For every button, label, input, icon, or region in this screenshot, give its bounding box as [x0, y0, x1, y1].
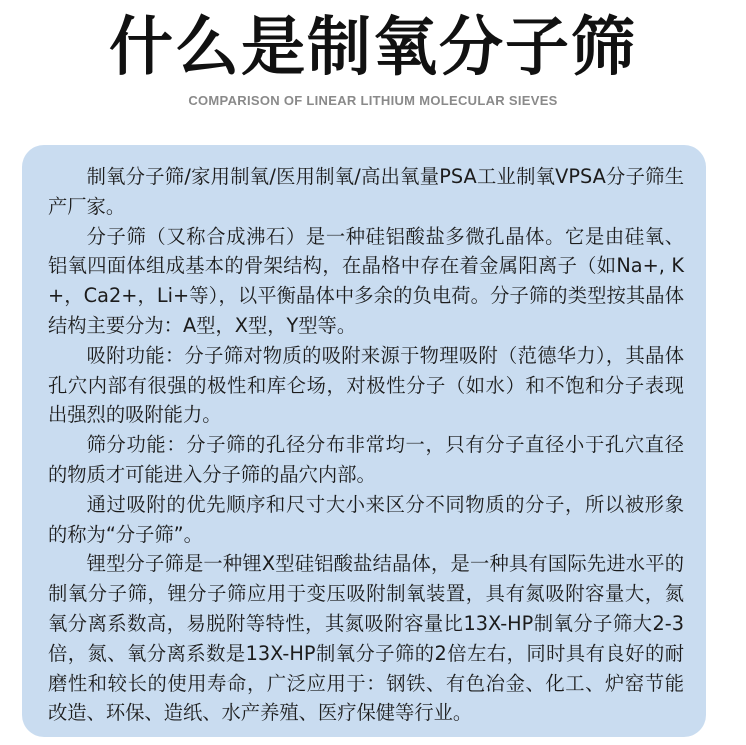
paragraph-lithium-sieve: 锂型分子筛是一种锂X型硅铝酸盐结晶体，是一种具有国际先进水平的制氧分子筛，锂分子筛应用于变压吸附制氧装置，具有氮吸附容量大，氮氧分离系数高，易脱附等特性，其氮吸附容量比13X-HP制氧分子筛大2-3倍，氮、氧分离系数是13X-HP制氧分子筛的2倍左右，同时具有良好的耐磨性和较长的使用寿命，广泛应用于：钢铁、有色冶金、化工、炉窑节能改造、环保、造纸、水产养殖、医疗保健等行业。: [48, 552, 684, 725]
paragraph-manufacturer: 制氧分子筛/家用制氧/医用制氧/高出氧量PSA工业制氧VPSA分子筛生产厂家。: [48, 165, 684, 218]
paragraph-adsorption: 吸附功能：分子筛对物质的吸附来源于物理吸附（范德华力），其晶体孔穴内部有很强的极性和库仑场，对极性分子（如水）和不饱和分子表现出强烈的吸附能力。: [48, 343, 684, 427]
content-card: [22, 145, 706, 737]
paragraph-naming: 通过吸附的优先顺序和尺寸大小来区分不同物质的分子，所以被形象的称为“分子筛”。: [48, 492, 684, 546]
paragraph-definition: 分子筛（又称合成沸石）是一种硅铝酸盐多微孔晶体。它是由硅氧、铝氧四面体组成基本的骨架结构，在晶格中存在着金属阳离子（如Na+, K+，Ca2+，Li+等），以平衡晶体中多余的负电荷。分子筛的类型按其晶体结构主要分为：A型，X型，Y型等。: [48, 224, 684, 337]
page-subtitle: COMPARISON OF LINEAR LITHIUM MOLECULAR SIEVES: [188, 93, 558, 108]
paragraph-sieving: 筛分功能：分子筛的孔径分布非常均一，只有分子直径小于孔穴直径的物质才可能进入分子筛的晶穴内部。: [48, 433, 684, 486]
page-title: 什么是制氧分子筛: [109, 11, 637, 85]
